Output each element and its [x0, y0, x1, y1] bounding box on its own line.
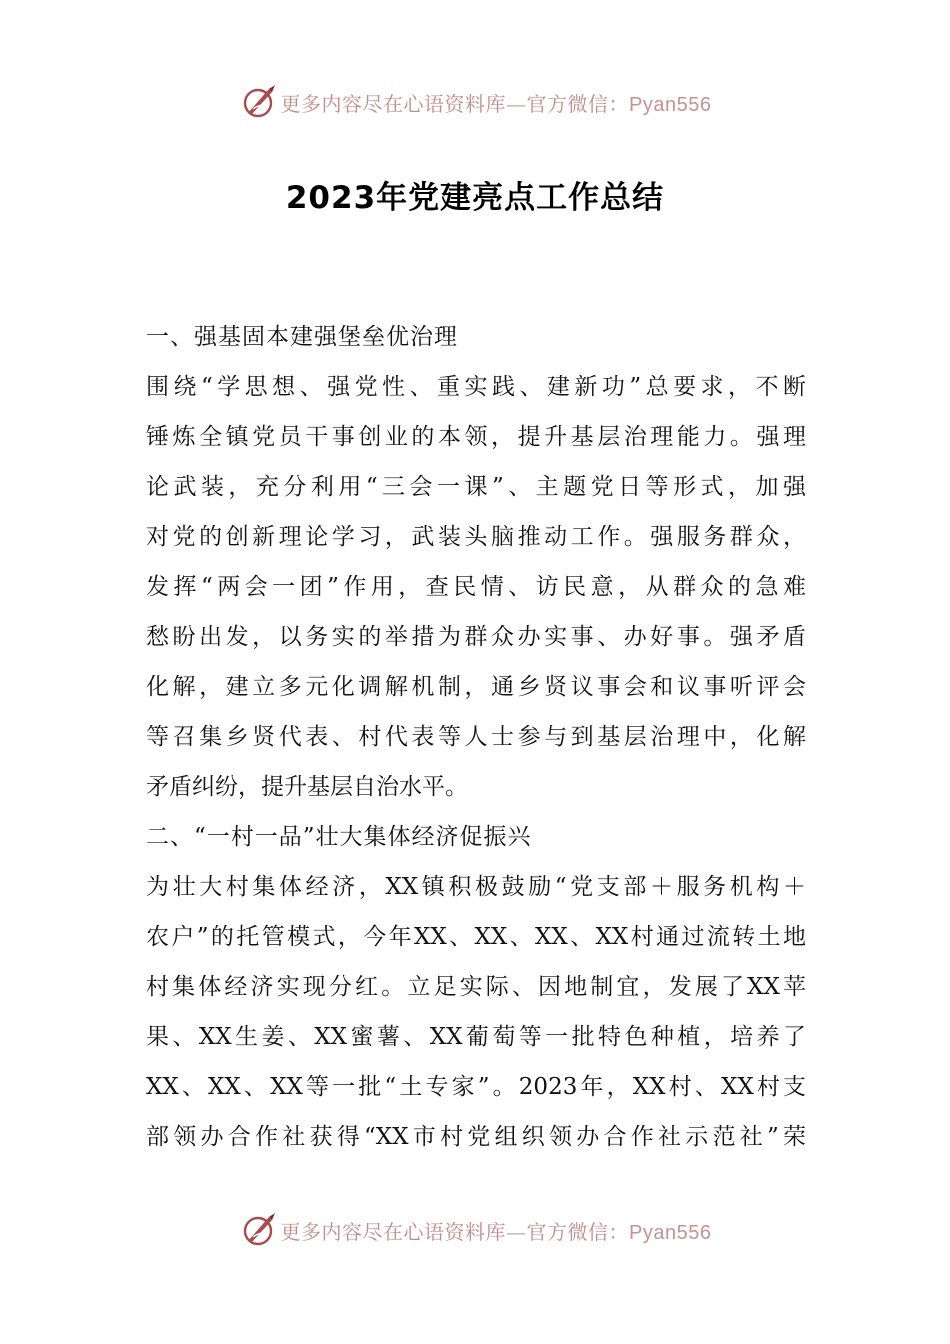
paragraph-line: 化解，建立多元化调解机制，通乡贤议事会和议事听评会	[146, 674, 806, 700]
paragraph-line: 对党的创新理论学习，武装头脑推动工作。强服务群众，	[146, 524, 806, 550]
section-heading-2: 二、“一村一品”壮大集体经济促振兴	[146, 824, 532, 850]
document-body	[146, 312, 806, 1162]
paragraph-line: 围绕“学思想、强党性、重实践、建新功”总要求，不断	[146, 374, 806, 400]
paragraph-line: XX、XX、XX等一批“土专家”。2023年，XX村、XX村支	[146, 1074, 806, 1100]
paragraph-line: 村集体经济实现分红。立足实际、因地制宜，发展了XX苹	[146, 974, 806, 1000]
watermark-contact-label: 官方微信：	[526, 91, 630, 116]
watermark-main-text: 更多内容尽在心语资料库	[280, 91, 507, 116]
paragraph-line: 等召集乡贤代表、村代表等人士参与到基层治理中，化解	[146, 724, 806, 750]
paragraph-line: 为壮大村集体经济，XX镇积极鼓励“党支部＋服务机构＋	[146, 874, 806, 900]
paragraph-line: 发挥“两会一团”作用，查民情、访民意，从群众的急难	[146, 574, 806, 600]
header-watermark-banner	[0, 80, 950, 124]
document-title: 2023年党建亮点工作总结	[285, 180, 665, 216]
section-heading-1: 一、强基固本建强堡垒优治理	[146, 324, 458, 350]
watermark-main-text: 更多内容尽在心语资料库	[280, 1219, 507, 1244]
watermark-text	[281, 1216, 712, 1245]
quill-pen-logo-icon	[239, 83, 277, 121]
paragraph-line: 农户”的托管模式，今年XX、XX、XX、XX村通过流转土地	[146, 924, 806, 950]
watermark-wechat-id: Pyan556	[629, 93, 712, 116]
watermark-contact-label: 官方微信：	[526, 1219, 630, 1244]
quill-pen-logo-icon	[239, 1211, 277, 1249]
paragraph-line: 果、XX生姜、XX蜜薯、XX葡萄等一批特色种植，培养了	[146, 1024, 806, 1050]
footer-watermark-banner	[0, 1208, 950, 1252]
paragraph-line: 部领办合作社获得“XX市村党组织领办合作社示范社”荣	[146, 1124, 806, 1150]
watermark-separator: —	[506, 1219, 527, 1244]
watermark-wechat-id: Pyan556	[629, 1221, 712, 1244]
watermark-separator: —	[506, 91, 527, 116]
paragraph-line: 矛盾纠纷，提升基层自治水平。	[146, 774, 468, 800]
watermark-text	[281, 88, 712, 117]
paragraph-line: 愁盼出发，以务实的举措为群众办实事、办好事。强矛盾	[146, 624, 806, 650]
paragraph-line: 锤炼全镇党员干事创业的本领，提升基层治理能力。强理	[146, 424, 806, 450]
paragraph-line: 论武装，充分利用“三会一课”、主题党日等形式，加强	[146, 474, 806, 500]
